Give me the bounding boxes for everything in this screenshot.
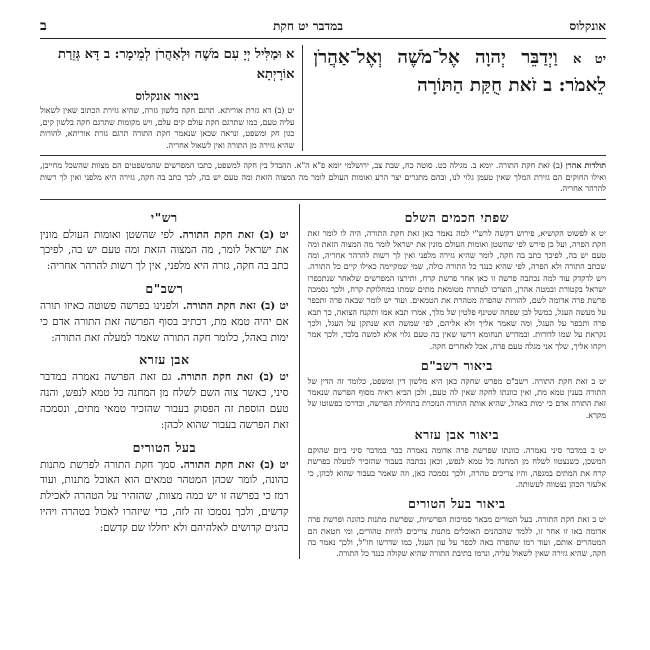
right-column [299,204,606,560]
rashbam-title: רשב"ם [145,280,184,296]
main-verse [313,45,606,99]
biur-rashbam-text: יט ב זאת חקת התורה. רשב"ם מפרש שחקה כאן היא מלשון דין ומשפט, כלומר זה הדין של התורה בענין טמא מת, ואין כוונתו לחקה שאין לה טעם, ולכן הביא ראיה מסוף הפרשה שנאמר זאת התורה אדם כי ימות באהל, שהיא אותה התורה הנזכרת בתחילת הפרשה, וכדרכו בפשוטו של מקרא. [307,376,607,420]
biur-rashbam-title: ביאור רשב"ם [420,357,493,373]
verse-number: יט א [573,52,606,67]
page-number: ב [40,18,47,34]
divider [40,155,606,156]
baal-haturim-title: בעל הטורים [132,439,197,455]
baal-haturim-text: סמך חקת התורה לפרשת מתנות כהונה, לומר שכהן המטהר טמאים הוא האוכל מתנות, ועוד רמז כי בפרשה זו יש כמה מצוות, שהזהיר על הטהרה לאכילת קדשים, ולכך נסמכו זה לזה, כדי שיזהרו לאכול בטהרה ויהיו כהנים קדושים לאלהיהם ולא יחללו שם קדשם: [40,458,289,534]
onkelos-text: א וּמַלִּיל יְיָ עִם מֹשֶׁה וּלְאַהֲרֹן לְמֵימָר: ב דָּא גְּזֵרַת אוֹרָיְתָא [57,47,295,82]
toldot-label: תולדות אהרן [565,160,606,171]
divider [40,199,606,200]
rashi-title: רש"י [150,209,178,225]
baal-haturim-commentary [40,458,289,537]
biur-ibnezra-title: ביאור אבן עזרא [414,427,499,443]
rashbam-dibbur: יט (ב) זאת חקת התורה. [182,299,289,312]
biur-baal-haturim-text: יט ב זאת חקת התורה. בעל הטורים מבאר סמיכות הפרשיות, שפרשת מתנות כהונה ופרשת פרה אדומה באו זו אחר זו, ללמד שהכהנים האוכלים מתנות צריכים להיות טהורים, ומי חטאת הם המטהרים אותם, ועוד רמז שהפרה באה לכפר על עון העגל, כמו שדרשו חז"ל, ולכך נאמר בה חקה, שהיא גזירה שאין לשאול עליה, ונרמז בתיבת התורה שהיא שקולה כנגד כל התורה. [307,515,606,559]
header-book-chapter: במדבר יט חקת [273,19,344,33]
toldot-aharon [40,160,606,194]
verse-column [313,45,606,151]
header-onkelos-title: אונקלוס [569,19,606,33]
biur-baal-haturim-title: ביאור בעל הטורים [408,496,506,512]
verse-block [40,45,606,151]
onkelos-commentary: יט (ב) דא גזרת אוריתא. תרגם חקה בלשון גזרה, שהיא גזירת הכתוב שאין לשאול עליה טעם, כמו שתרגם חקת עולם קים עלם, ויש מקומות שתרגם חקה בלשון קים, כגון חק ומשפט, ונראה שכאן שנאמר חקת התורה תרגם גזרת אוריתא, להורות שהיא גזירה מן התורה ואין לשאול אחריה. [40,106,295,150]
onkelos-commentary-title: ביאור אונקלוס [135,89,200,103]
biur-ibnezra-text: יט ב במדבר סיני נאמרה. כוונתו שפרשת פרה אדומה נאמרה כבר במדבר סיני ביום שהוקם המשכן, כשנצטוו לשלח מן המחנה כל טמא לנפש, וכאן נכתבה בעבור שהזכיר למעלה בפרשת קרח את המתים במגפה, והיו צריכים טהרה, ולכך נסמכה כאן, וזה שאמר בעבור שהוא לכהן, כי אלעזר הכהן נצטווה לעשותה. [307,446,606,489]
toldot-text: (ב) זאת חקת התורה. יומא ב. מגילה כט. סוטה כח, שבת צב, ירושלמי יומא פ"א ה"א. ההבדל בין חקה למשפט, כתבו המפרשים שהמשפטים הם מצוות שהשכל מחייבן, ואילו החוקים הם גזירת המלך שאין טעמן גלוי לנו, ובהם מתגרים יצר הרע ואומות העולם לומר מה המצוה הזאת ומה טעם יש בה, לכך כתב בה חקה, גזירה היא מלפני ואין לך רשות להרהר אחריה. [40,161,606,194]
ibnezra-commentary [40,370,289,433]
baal-haturim-dibbur: יט (ב) זאת חקת התורה. [180,458,289,471]
rashi-commentary [40,228,289,275]
running-head [40,18,606,39]
sifsei-title: שפתי חכמים השלם [404,209,510,225]
rashi-text: לפי שהשטן ואומות העולם מונין את ישראל לומר, מה המצוה הזאת ומה טעם יש בה, לפיכך כתב בה חקה, גזרה היא מלפני, אין לך רשות להרהר אחריה: [40,228,289,273]
sifsei-text: יט א לפשוט הקושיא, פירוש דקשה לרש"י למה נאמר כאן זאת חקת התורה, היה לו לומר זאת חקת הפרה, ועל כן פירש לפי שהשטן ואומות העולם מונין את ישראל לומר מה המצוה הזאת ומה טעם יש בה, לפיכך כתב בה חקה, לומר שהיא גזירה מלפני ואין לך רשות להרהר אחריה, ומה שכתב התורה ולא הפרה, לפי שהיא כנגד כל התורה כולה, שמי שמקיימה כאילו קיים כל התורה. ויש לדקדק עוד למה נכתבה פרשה זו כאן אחר פרשת קרח, ותירצו המפרשים שלאחר שנתכפרו ישראל בקטורת ובמטה אהרן, הוצרכו לטהרה מטומאת מתים שמתו במחלוקת קרח, ולכך נסמכה פרשת פרה אדומה לשם, להורות שהפרה מטהרת את הטמאים. ועוד יש לומר שבאה פרה ותכפר על מעשה העגל, כמשל לבן שפחה שטינף פלטין של מלך, אמרו תבא אמו ותקנח הצואה, כך תבא פרה ותכפר על העגל, ומה שאמר אליך ולא אליהם, לפי שמשה הוא שנתקן על העגל, ולכך נקראת על שמו לדורות. ובמדרש תנחומא דרשו שאין בה טעם גלוי אלא למשה בלבד, ולכך אמר ויקחו אליך, שלך אני מגלה טעם פרה, אבל לאחרים חקה. [307,228,606,351]
rashbam-commentary [40,299,289,346]
rashbam-text: ולפנינו בפרשה פשוטה כאיזו תורה אם יהיה טמא מת, דכתיב בסוף הפרשה זאת התורה אדם כי ימות באהל, כלומר חקה התורה שאמר למעלה זאת התורה: [40,299,289,344]
commentary-columns [40,204,606,560]
left-column [40,204,289,560]
ibnezra-text: גם זאת הפרשה נאמרה במדבר סיני, כאשר צוה השם לשלח מן המחנה כל טמא לנפש, והנה טעם הוספת זה הפסוק בעבור שהזכיר טמאי מתים, ונסמכה זאת הפרשה בעבור שהוא לכהן: [40,371,289,431]
ibnezra-title: אבן עזרא [139,352,190,368]
verse-text: וַיְדַבֵּר יְהוָה אֶל־מֹשֶׁה וְאֶל־אַהֲרֹן לֵאמֹר: ב זֹאת חֻקַּת הַתּוֹרָה [313,47,606,96]
rashi-dibbur: יט (ב) זאת חקת התורה. [178,228,289,241]
onkelos-column [40,45,303,151]
ibnezra-dibbur: יט (ב) זאת חקת התורה. [177,371,289,384]
